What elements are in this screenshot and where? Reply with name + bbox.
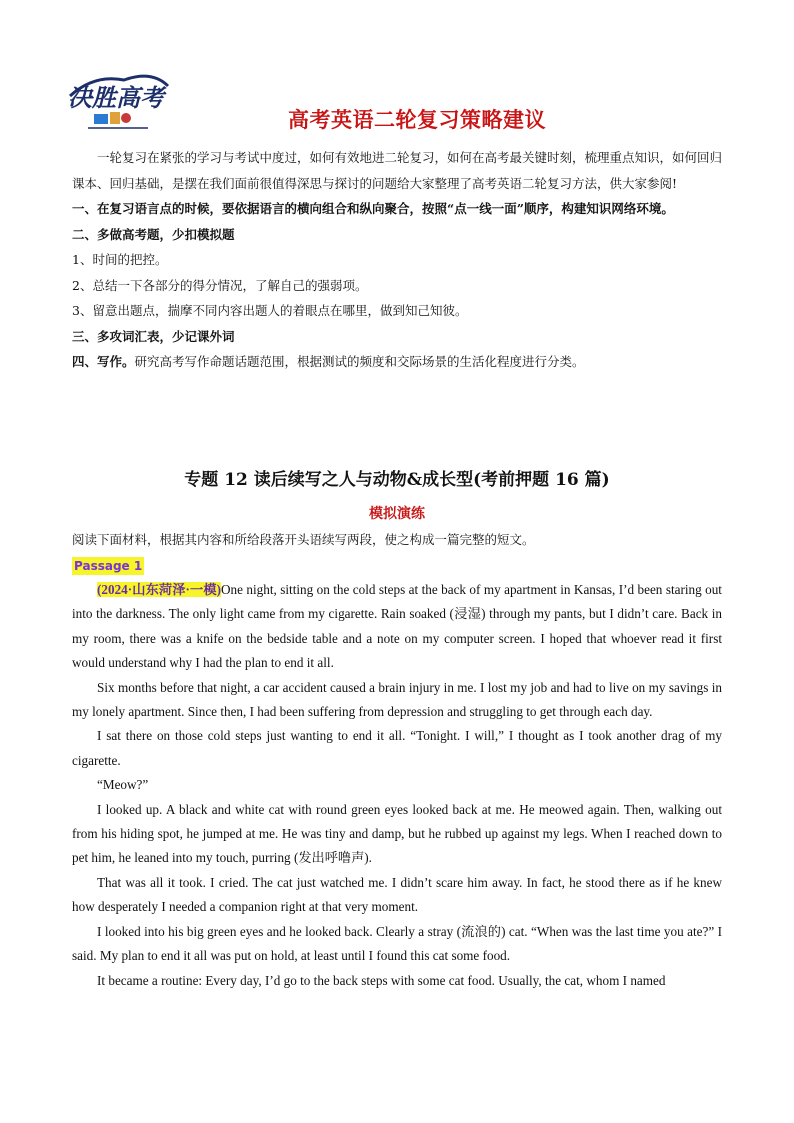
- section-title: 专题 12 读后续写之人与动物&成长型(考前押题 16 篇): [184, 470, 610, 490]
- logo-text: 决胜高考: [68, 84, 164, 112]
- passage-paragraph: It became a routine: Every day, I’d go to the back steps with some cat food. Usually, the cat, whom I named: [97, 972, 666, 988]
- passage-paragraph: I looked into his big green eyes and he looked back. Clearly a stray (流浪的) cat. “When was the last time you ate?” I said. My plan to end it all was put on hold, at least until I found this cat some food.: [72, 923, 722, 964]
- point-1: 一、在复习语言点的时候，要依据语言的横向组合和纵向聚合，按照“点一线一面”顺序，构建知识网络环境。: [72, 201, 674, 216]
- point-3: 三、多攻词汇表，少记课外词: [72, 328, 235, 344]
- point-4: [72, 349, 722, 375]
- passage-paragraph-text: One night, sitting on the cold steps at the back of my apartment in Kansas, I’d been staring out into the darkness. The only light came from my cigarette. Rain soaked (浸湿) through my pants, but I didn’t care. Back in my room, there was a knife on the bedside table and a note on my computer screen. I hoped that whoever read it first would understand why I had the plan to end it all.: [72, 582, 722, 671]
- passage-paragraph: I looked up. A black and white cat with round green eyes looked back at me. He meowed again. Then, walking out from his hiding spot, he jumped at me. He was tiny and damp, but he rubbed up against my legs. When I reached down to pet him, he leaned into my touch, purring (发出呼噜声).: [72, 801, 722, 866]
- section-instruction: 阅读下面材料，根据其内容和所给段落开头语续写两段，使之构成一篇完整的短文。: [72, 532, 535, 547]
- passage-label: Passage 1: [74, 558, 143, 573]
- point-2-1: 1、时间的把控。: [72, 252, 168, 267]
- passage-paragraph: “Meow?”: [97, 777, 149, 793]
- intro-paragraph: 一轮复习在紧张的学习与考试中度过，如何有效地进二轮复习，如何在高考最关键时刻，梳理重点知识，如何回归课本、回归基础，是摆在我们面前很值得深思与探讨的问题给大家整理了高考英语二轮复习方法，供大家参阅!: [72, 150, 723, 191]
- point-2-2: 2、总结一下各部分的得分情况，了解自己的强弱项。: [72, 277, 368, 293]
- point-2: 二、多做高考题，少扣模拟题: [72, 226, 235, 242]
- point-4-heading: 四、写作。: [72, 354, 135, 369]
- passage-label-row: [72, 553, 722, 579]
- section-subtitle: 模拟演练: [369, 506, 425, 522]
- passage-paragraph: I sat there on those cold steps just wanting to end it all. “Tonight. I will,” I thought as I took another drag of my cigarette.: [72, 728, 722, 768]
- point-2-3: 3、留意出题点，揣摩不同内容出题人的着眼点在哪里，做到知己知彼。: [72, 303, 468, 318]
- passage-paragraph: [72, 578, 722, 676]
- passage-source: (2024·山东菏泽·一模): [97, 582, 222, 597]
- passage-paragraph: That was all it took. I cried. The cat just watched me. I didn’t scare him away. In fact, he stood there as if he knew how desperately I needed a companion right at that very moment.: [72, 874, 722, 915]
- point-4-text: 研究高考写作命题话题范围，根据测试的频度和交际场景的生活化程度进行分类。: [134, 354, 585, 369]
- passage-paragraph: Six months before that night, a car accident caused a brain injury in me. I lost my job and had to live on my savings in my lonely apartment. Since then, I had been suffering from depression and struggling to get through each day.: [72, 679, 722, 720]
- intro-block: [72, 145, 722, 375]
- document-title: 高考英语二轮复习策略建议: [288, 108, 546, 132]
- section-block: [72, 465, 722, 993]
